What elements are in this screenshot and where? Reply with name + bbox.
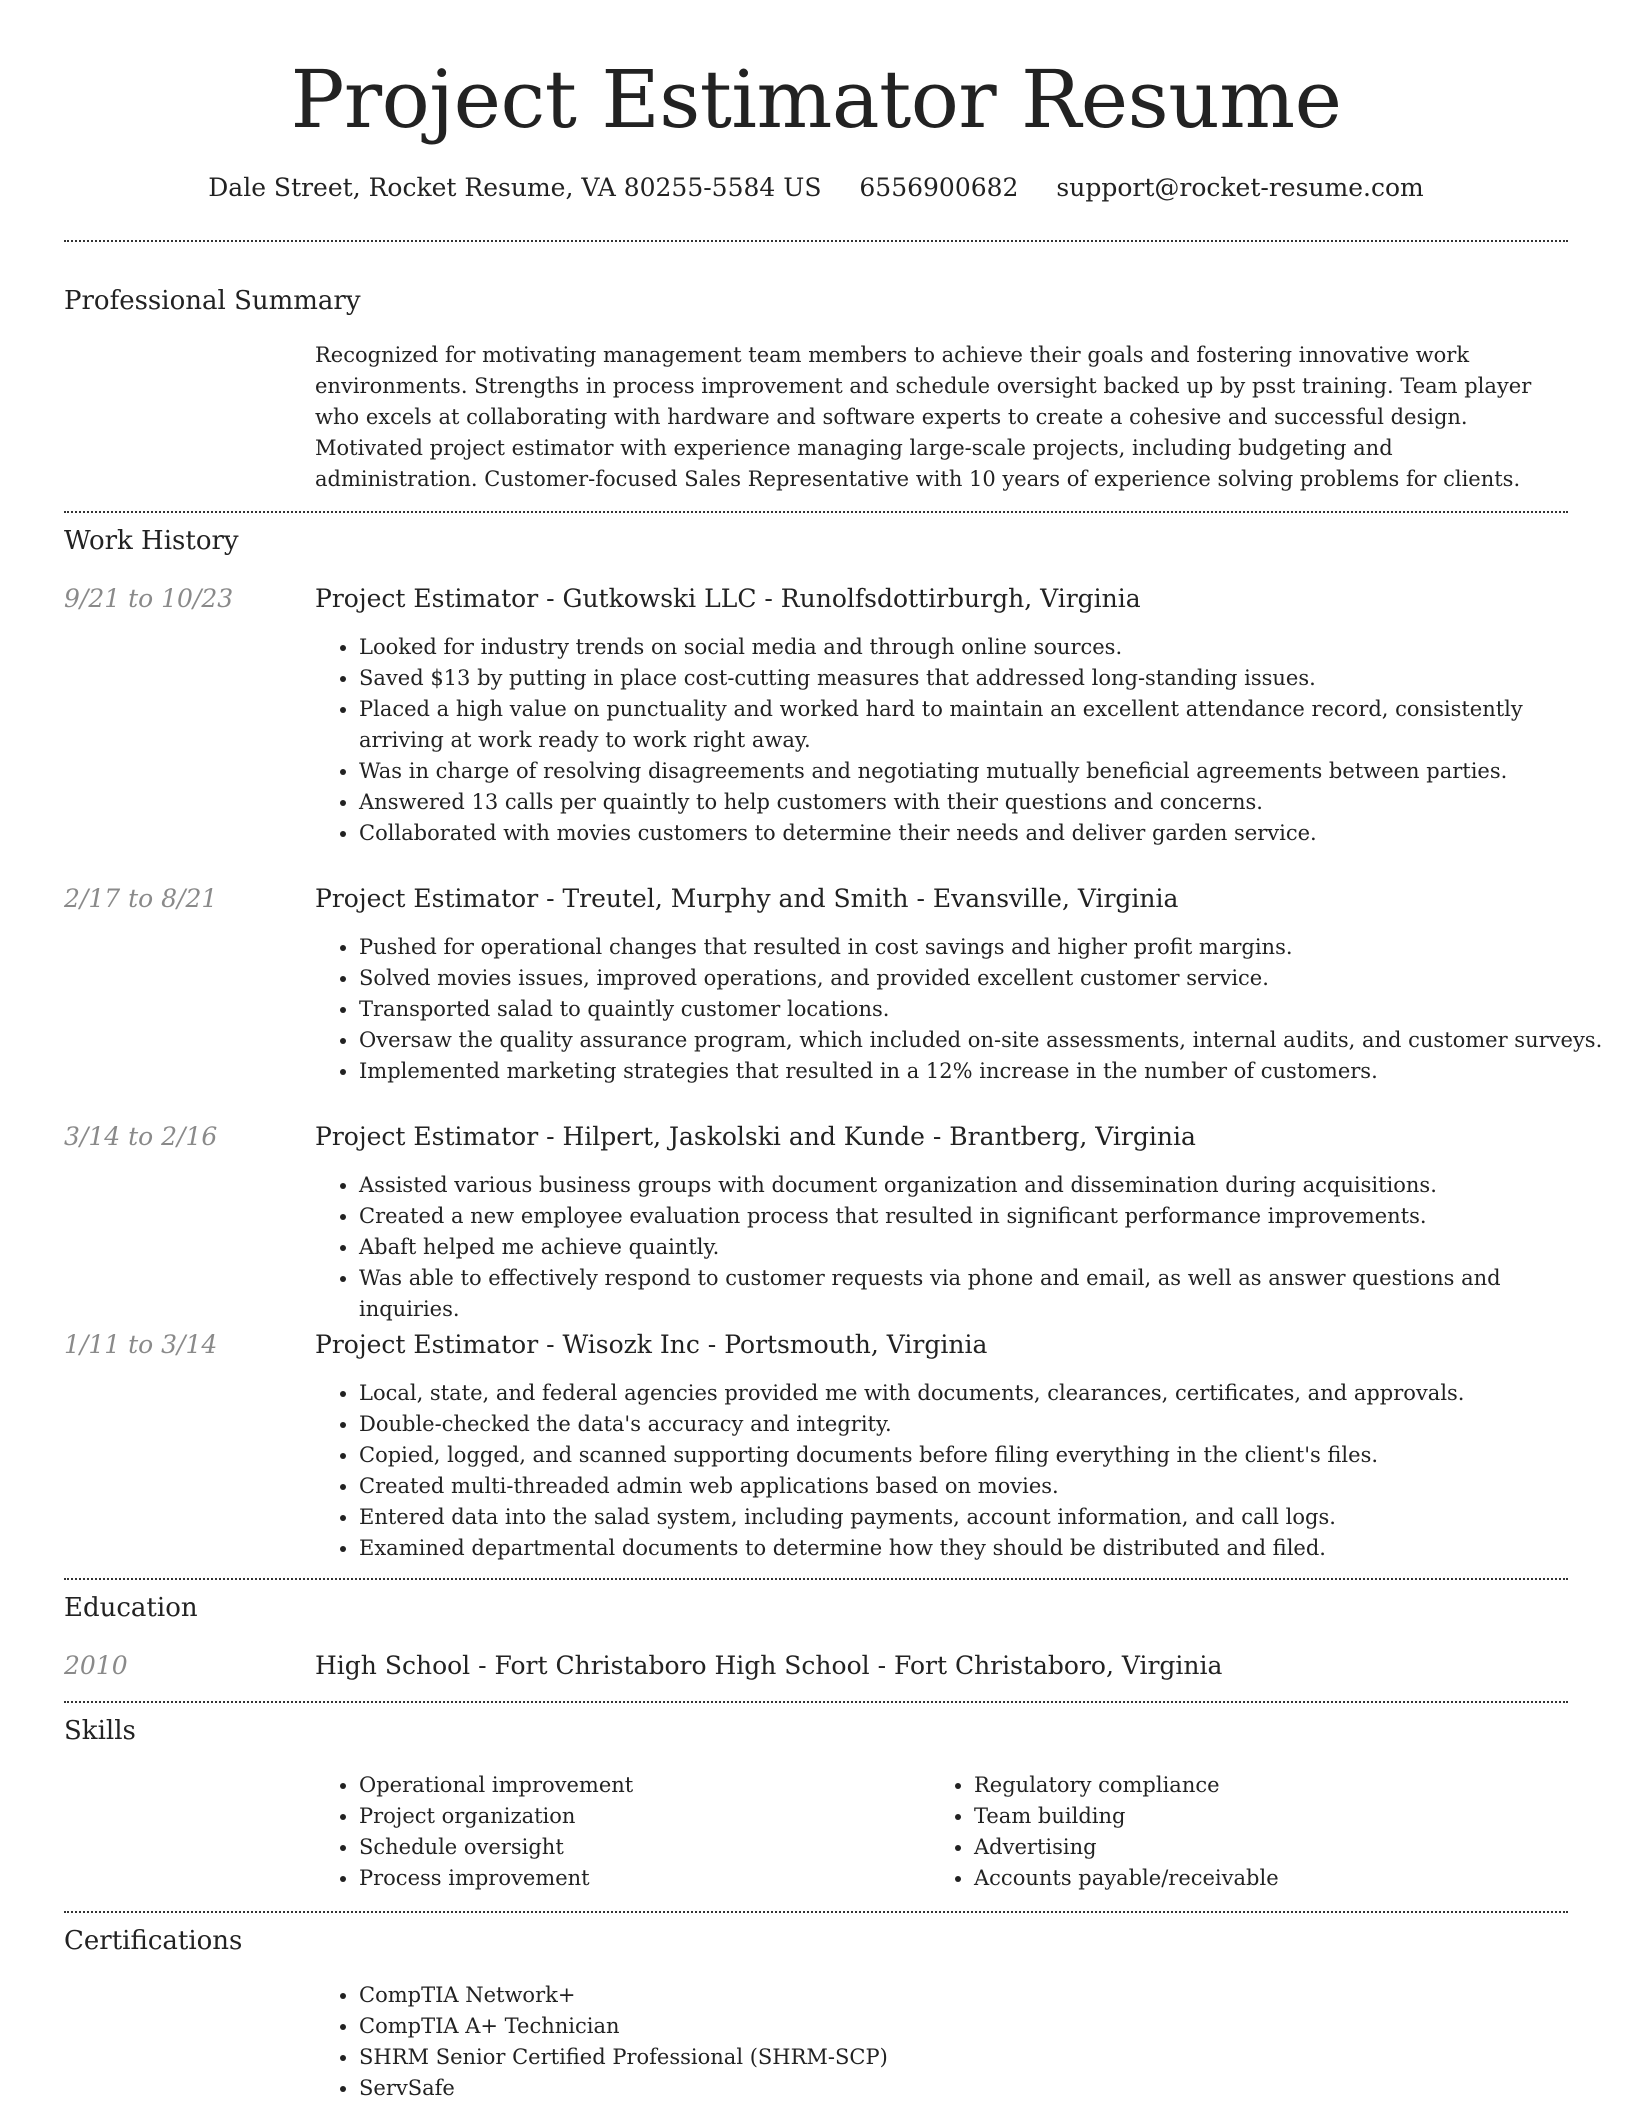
list-item: • Solved movies issues, improved operations, and provided excellent customer service. — [359, 963, 1604, 994]
list-item: • Project organization — [359, 1801, 919, 1832]
page-title: Project Estimator Resume — [290, 53, 1342, 146]
job-title: Project Estimator - Gutkowski LLC - Runolfsdottirburgh, Virginia — [315, 584, 1141, 613]
list-item: • Entered data into the salad system, including payments, account information, and call logs. — [359, 1502, 1604, 1533]
education-heading: Education — [64, 1593, 198, 1623]
list-item: • Local, state, and federal agencies provided me with documents, clearances, certificates, and approvals. — [359, 1378, 1604, 1409]
contact-address: Dale Street, Rocket Resume, VA 80255-5584 US — [208, 173, 822, 202]
education-year: 2010 — [64, 1651, 128, 1680]
certifications-list — [315, 1980, 1604, 2104]
list-item: • Accounts payable/receivable — [974, 1863, 1534, 1894]
list-item: • Answered 13 calls per quaintly to help customers with their questions and concerns. — [359, 787, 1604, 818]
list-item: • Transported salad to quaintly customer locations. — [359, 994, 1604, 1025]
list-item: • Collaborated with movies customers to determine their needs and deliver garden service. — [359, 818, 1604, 849]
list-item: • Created multi-threaded admin web applications based on movies. — [359, 1471, 1604, 1502]
section-divider — [64, 1578, 1568, 1580]
list-item: • Team building — [974, 1801, 1534, 1832]
contact-email: support@rocket-resume.com — [1056, 173, 1424, 202]
job-bullets — [315, 932, 1604, 1087]
list-item: • Regulatory compliance — [974, 1770, 1534, 1801]
list-item: • Implemented marketing strategies that resulted in a 12% increase in the number of customers. — [359, 1056, 1604, 1087]
job-title: Project Estimator - Hilpert, Jaskolski and Kunde - Brantberg, Virginia — [315, 1122, 1196, 1151]
contact-info — [0, 170, 1632, 206]
list-item: • Abaft helped me achieve quaintly. — [359, 1232, 1604, 1263]
list-item: • Created a new employee evaluation process that resulted in significant performance improvements. — [359, 1201, 1604, 1232]
list-item: • Advertising — [974, 1832, 1534, 1863]
job-bullets — [315, 1170, 1604, 1325]
skills-list-left — [315, 1770, 919, 1894]
list-item: • SHRM Senior Certified Professional (SHRM-SCP) — [359, 2042, 1604, 2073]
list-item: • Oversaw the quality assurance program, which included on-site assessments, internal audits, and customer surveys. — [359, 1025, 1604, 1056]
list-item: • Copied, logged, and scanned supporting documents before filing everything in the client's files. — [359, 1440, 1604, 1471]
job-title: Project Estimator - Wisozk Inc - Portsmouth, Virginia — [315, 1330, 988, 1359]
section-divider — [64, 1701, 1568, 1703]
summary-heading: Professional Summary — [64, 286, 361, 316]
section-divider — [64, 511, 1568, 513]
skills-heading: Skills — [64, 1716, 136, 1746]
list-item: • CompTIA A+ Technician — [359, 2011, 1604, 2042]
job-bullets — [315, 1378, 1604, 1564]
list-item: • Process improvement — [359, 1863, 919, 1894]
list-item: • CompTIA Network+ — [359, 1980, 1604, 2011]
list-item: • Placed a high value on punctuality and worked hard to maintain an excellent attendance record, consistently arriving at work ready to work right away. — [359, 694, 1604, 756]
list-item: • Double-checked the data's accuracy and integrity. — [359, 1409, 1604, 1440]
summary-text: Recognized for motivating management team members to achieve their goals and fostering innovative work environments. Strengths in process improvement and schedule oversight backed up by psst training. Team player who excels at collaborating with hardware and software experts to create a cohesive and successful design. Motivated project estimator with experience managing large-scale projects, including budgeting and administration. Customer-focused Sales Representative with 10 years of experience solving problems for clients. — [315, 343, 1532, 491]
job-title: Project Estimator - Treutel, Murphy and Smith - Evansville, Virginia — [315, 884, 1179, 913]
education-title: High School - Fort Christaboro High School - Fort Christaboro, Virginia — [315, 1651, 1223, 1680]
contact-phone: 6556900682 — [859, 173, 1019, 202]
section-divider — [64, 1911, 1568, 1913]
certifications-heading: Certifications — [64, 1926, 243, 1956]
job-dates: 2/17 to 8/21 — [64, 884, 218, 913]
list-item: • ServSafe — [359, 2073, 1604, 2104]
list-item: • Was able to effectively respond to customer requests via phone and email, as well as answer questions and inquiries. — [359, 1263, 1604, 1325]
list-item: • Saved $13 by putting in place cost-cutting measures that addressed long-standing issues. — [359, 663, 1604, 694]
work-history-heading: Work History — [64, 526, 239, 556]
job-dates: 3/14 to 2/16 — [64, 1122, 218, 1151]
list-item: • Schedule oversight — [359, 1832, 919, 1863]
job-dates: 1/11 to 3/14 — [64, 1330, 218, 1359]
list-item: • Was in charge of resolving disagreements and negotiating mutually beneficial agreements between parties. — [359, 756, 1604, 787]
job-dates: 9/21 to 10/23 — [64, 584, 234, 613]
section-divider — [64, 240, 1568, 242]
list-item: • Pushed for operational changes that resulted in cost savings and higher profit margins. — [359, 932, 1604, 963]
skills-list-right — [930, 1770, 1534, 1894]
list-item: • Looked for industry trends on social media and through online sources. — [359, 632, 1604, 663]
list-item: • Operational improvement — [359, 1770, 919, 1801]
list-item: • Assisted various business groups with document organization and dissemination during acquisitions. — [359, 1170, 1604, 1201]
list-item: • Examined departmental documents to determine how they should be distributed and filed. — [359, 1533, 1604, 1564]
job-bullets — [315, 632, 1604, 849]
